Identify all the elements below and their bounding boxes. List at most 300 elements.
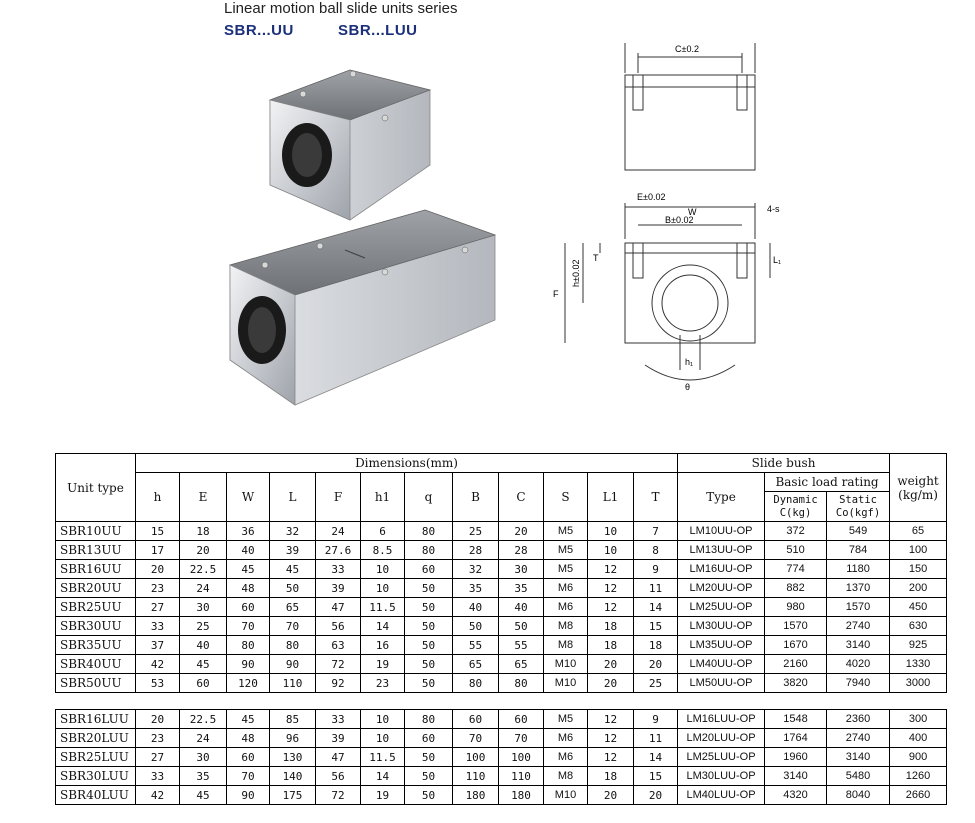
col-header-s: S	[544, 473, 588, 522]
table-cell: 12	[588, 729, 634, 748]
table-row	[56, 655, 947, 674]
table-cell: 28	[499, 541, 544, 560]
table-cell: M8	[544, 636, 588, 655]
table-cell: 2740	[827, 729, 890, 748]
unit-type-cell: SBR25LUU	[56, 748, 136, 767]
table-cell: M6	[544, 748, 588, 767]
table-cell: 48	[227, 729, 270, 748]
table-cell: 24	[180, 579, 227, 598]
l1-dimension-label: L₁	[773, 255, 782, 265]
table-cell: LM25LUU-OP	[678, 748, 765, 767]
table-cell: 1670	[765, 636, 827, 655]
table-cell: M5	[544, 710, 588, 729]
table-cell: 11.5	[361, 748, 405, 767]
table-cell: 130	[270, 748, 316, 767]
weight-header-line1: weight	[897, 473, 939, 488]
col-header-b: B	[453, 473, 499, 522]
table-cell: 882	[765, 579, 827, 598]
short-slide-unit	[270, 70, 430, 220]
unit-type-cell: SBR16LUU	[56, 710, 136, 729]
table-cell: 80	[499, 674, 544, 693]
table-cell: 180	[499, 786, 544, 805]
table-cell: 300	[890, 710, 947, 729]
table-row	[56, 579, 947, 598]
table-cell: 30	[499, 560, 544, 579]
unit-type-cell: SBR16UU	[56, 560, 136, 579]
table-cell: 3820	[765, 674, 827, 693]
specifications-table	[55, 453, 947, 805]
table-cell: 14	[634, 748, 678, 767]
table-cell: 23	[136, 579, 180, 598]
dynamic-header-line2: C(kg)	[779, 506, 812, 519]
table-cell: 50	[270, 579, 316, 598]
table-row	[56, 786, 947, 805]
table-cell: 2160	[765, 655, 827, 674]
s-hole-label: 4-s	[767, 204, 780, 214]
table-cell: 72	[316, 786, 361, 805]
table-cell: 900	[890, 748, 947, 767]
table-cell: 60	[227, 598, 270, 617]
table-cell: 980	[765, 598, 827, 617]
unit-type-cell: SBR13UU	[56, 541, 136, 560]
table-cell: LM13UU-OP	[678, 541, 765, 560]
table-cell: 47	[316, 598, 361, 617]
table-cell: 36	[227, 522, 270, 541]
table-cell: 40	[227, 541, 270, 560]
col-header-h: h	[136, 473, 180, 522]
table-cell: 110	[453, 767, 499, 786]
product-photo	[225, 60, 505, 420]
table-cell: LM16LUU-OP	[678, 710, 765, 729]
table-cell: 50	[405, 786, 453, 805]
long-slide-unit	[230, 210, 495, 405]
unit-type-cell: SBR35UU	[56, 636, 136, 655]
table-cell: 16	[361, 636, 405, 655]
table-cell: 1260	[890, 767, 947, 786]
e-dimension-label: E±0.02	[637, 192, 666, 202]
unit-type-cell: SBR40LUU	[56, 786, 136, 805]
table-cell: LM40UU-OP	[678, 655, 765, 674]
table-cell: LM10UU-OP	[678, 522, 765, 541]
table-cell: M6	[544, 579, 588, 598]
table-cell: 110	[270, 674, 316, 693]
table-cell: 27	[136, 748, 180, 767]
table-cell: 47	[316, 748, 361, 767]
table-cell: 56	[316, 767, 361, 786]
slide-bush-header: Slide bush	[678, 454, 890, 473]
table-cell: M5	[544, 560, 588, 579]
table-row	[56, 748, 947, 767]
table-cell: 30	[180, 748, 227, 767]
table-cell: 372	[765, 522, 827, 541]
table-cell: M8	[544, 767, 588, 786]
table-cell: 1548	[765, 710, 827, 729]
table-cell: 774	[765, 560, 827, 579]
col-header-c: C	[499, 473, 544, 522]
table-cell: M10	[544, 674, 588, 693]
table-row	[56, 729, 947, 748]
table-cell: 1764	[765, 729, 827, 748]
table-cell: 50	[405, 579, 453, 598]
col-header-l: L	[270, 473, 316, 522]
table-cell: 120	[227, 674, 270, 693]
col-header-e: E	[180, 473, 227, 522]
table-cell: 50	[405, 655, 453, 674]
table-cell: 39	[316, 579, 361, 598]
table-cell: 45	[270, 560, 316, 579]
table-cell: 100	[890, 541, 947, 560]
table-cell: 20	[499, 522, 544, 541]
table-cell: 23	[136, 729, 180, 748]
type-header: Type	[678, 473, 765, 522]
table-cell: 5480	[827, 767, 890, 786]
table-row	[56, 710, 947, 729]
table-cell: 20	[634, 786, 678, 805]
table-cell: 1960	[765, 748, 827, 767]
table-cell: 11	[634, 579, 678, 598]
table-cell: 28	[453, 541, 499, 560]
table-cell: 549	[827, 522, 890, 541]
table-cell: 53	[136, 674, 180, 693]
table-cell: 1180	[827, 560, 890, 579]
table-cell: 35	[499, 579, 544, 598]
col-header-f: F	[316, 473, 361, 522]
table-cell: 35	[180, 767, 227, 786]
table-cell: 10	[361, 579, 405, 598]
table-cell: 3140	[827, 636, 890, 655]
table-cell: 14	[361, 767, 405, 786]
col-header-h1: h1	[361, 473, 405, 522]
table-cell: 9	[634, 710, 678, 729]
table-cell: 96	[270, 729, 316, 748]
table-cell: 20	[136, 710, 180, 729]
unit-type-cell: SBR40UU	[56, 655, 136, 674]
table-cell: 40	[180, 636, 227, 655]
table-cell: 80	[405, 541, 453, 560]
table-cell: 8.5	[361, 541, 405, 560]
table-cell: LM50UU-OP	[678, 674, 765, 693]
table-cell: 22.5	[180, 560, 227, 579]
front-view	[565, 203, 770, 380]
unit-type-cell: SBR30LUU	[56, 767, 136, 786]
table-cell: 60	[499, 710, 544, 729]
subtitle-uu: SBR...UU	[224, 22, 294, 39]
theta-angle-label: θ	[685, 382, 691, 392]
table-cell: 39	[270, 541, 316, 560]
subtitle-luu: SBR...LUU	[338, 22, 418, 39]
table-cell: 2660	[890, 786, 947, 805]
table-cell: 50	[405, 767, 453, 786]
table-cell: 20	[180, 541, 227, 560]
table-cell: 6	[361, 522, 405, 541]
table-cell: 925	[890, 636, 947, 655]
table-cell: 45	[227, 560, 270, 579]
table-cell: 35	[453, 579, 499, 598]
table-cell: 60	[405, 729, 453, 748]
table-cell: 60	[405, 560, 453, 579]
table-cell: 20	[634, 655, 678, 674]
table-cell: 63	[316, 636, 361, 655]
table-cell: 110	[499, 767, 544, 786]
table-cell: 42	[136, 655, 180, 674]
table-cell: M8	[544, 617, 588, 636]
table-cell: 65	[453, 655, 499, 674]
table-cell: 12	[588, 748, 634, 767]
table-cell: 70	[227, 767, 270, 786]
table-cell: M6	[544, 729, 588, 748]
luu-series-rows	[56, 710, 947, 805]
table-cell: 20	[588, 655, 634, 674]
table-cell: 70	[453, 729, 499, 748]
table-cell: 14	[361, 617, 405, 636]
table-cell: 60	[453, 710, 499, 729]
table-cell: 4320	[765, 786, 827, 805]
table-cell: 18	[180, 522, 227, 541]
table-cell: 11.5	[361, 598, 405, 617]
weight-header	[890, 454, 947, 522]
table-cell: 19	[361, 786, 405, 805]
table-cell: 50	[453, 617, 499, 636]
static-header	[827, 492, 890, 522]
table-cell: 8	[634, 541, 678, 560]
table-cell: 48	[227, 579, 270, 598]
series-gap	[56, 693, 947, 710]
table-cell: M6	[544, 598, 588, 617]
table-cell: 60	[227, 748, 270, 767]
table-cell: 2740	[827, 617, 890, 636]
table-cell: 100	[453, 748, 499, 767]
dynamic-header	[765, 492, 827, 522]
table-cell: 40	[499, 598, 544, 617]
unit-type-header: Unit type	[56, 454, 136, 522]
table-cell: 85	[270, 710, 316, 729]
uu-series-rows	[56, 522, 947, 693]
table-cell: 90	[270, 655, 316, 674]
table-cell: 80	[270, 636, 316, 655]
table-cell: 37	[136, 636, 180, 655]
h1-dimension-label: h₁	[685, 357, 694, 367]
table-cell: 33	[316, 710, 361, 729]
table-cell: 10	[361, 710, 405, 729]
table-cell: 32	[453, 560, 499, 579]
f-dimension-label: F	[553, 289, 559, 299]
table-cell: 92	[316, 674, 361, 693]
table-cell: 1570	[827, 598, 890, 617]
unit-type-cell: SBR30UU	[56, 617, 136, 636]
w-dimension-label: W	[688, 207, 697, 217]
table-cell: 400	[890, 729, 947, 748]
table-cell: 15	[634, 617, 678, 636]
table-cell: LM25UU-OP	[678, 598, 765, 617]
table-cell: 100	[499, 748, 544, 767]
unit-type-cell: SBR50UU	[56, 674, 136, 693]
dimensions-header: Dimensions(mm)	[136, 454, 678, 473]
table-cell: 1370	[827, 579, 890, 598]
col-header-l1: L1	[588, 473, 634, 522]
table-cell: 50	[499, 617, 544, 636]
table-cell: 50	[405, 598, 453, 617]
col-header-t: T	[634, 473, 678, 522]
table-cell: M10	[544, 655, 588, 674]
table-cell: 18	[588, 636, 634, 655]
table-cell: 15	[136, 522, 180, 541]
table-cell: 9	[634, 560, 678, 579]
table-cell: 7	[634, 522, 678, 541]
table-cell: 18	[634, 636, 678, 655]
table-cell: 42	[136, 786, 180, 805]
table-row	[56, 636, 947, 655]
table-cell: 32	[270, 522, 316, 541]
table-cell: LM35UU-OP	[678, 636, 765, 655]
b-dimension-label: B±0.02	[665, 215, 694, 225]
table-cell: 22.5	[180, 710, 227, 729]
table-cell: 30	[180, 598, 227, 617]
table-cell: 150	[890, 560, 947, 579]
table-cell: 20	[588, 674, 634, 693]
table-cell: 20	[136, 560, 180, 579]
technical-drawing	[545, 35, 795, 405]
table-cell: 3140	[827, 748, 890, 767]
unit-type-cell: SBR25UU	[56, 598, 136, 617]
table-cell: 33	[136, 617, 180, 636]
table-cell: 70	[227, 617, 270, 636]
table-cell: 55	[499, 636, 544, 655]
table-cell: 2360	[827, 710, 890, 729]
table-cell: 200	[890, 579, 947, 598]
table-cell: 24	[180, 729, 227, 748]
table-cell: 55	[453, 636, 499, 655]
table-cell: 1330	[890, 655, 947, 674]
weight-header-line2: (kg/m)	[898, 487, 938, 502]
dynamic-header-line1: Dynamic	[773, 493, 818, 506]
table-cell: 12	[588, 579, 634, 598]
table-cell: 40	[453, 598, 499, 617]
table-cell: 12	[588, 560, 634, 579]
top-view	[625, 43, 755, 170]
table-cell: 18	[588, 617, 634, 636]
table-cell: 65	[270, 598, 316, 617]
table-row	[56, 541, 947, 560]
table-cell: 784	[827, 541, 890, 560]
unit-type-cell: SBR10UU	[56, 522, 136, 541]
table-cell: 24	[316, 522, 361, 541]
table-row	[56, 598, 947, 617]
table-cell: 3000	[890, 674, 947, 693]
table-cell: 18	[588, 767, 634, 786]
table-cell: 14	[634, 598, 678, 617]
basic-load-header: Basic load rating	[765, 473, 890, 492]
table-cell: 7940	[827, 674, 890, 693]
table-cell: 80	[405, 522, 453, 541]
table-cell: LM20LUU-OP	[678, 729, 765, 748]
table-cell: 630	[890, 617, 947, 636]
table-cell: 15	[634, 767, 678, 786]
table-row	[56, 767, 947, 786]
table-cell: 50	[405, 748, 453, 767]
table-cell: 27.6	[316, 541, 361, 560]
table-cell: 33	[316, 560, 361, 579]
table-cell: M5	[544, 541, 588, 560]
t-dimension-label: T	[593, 253, 599, 263]
table-cell: 20	[588, 786, 634, 805]
static-header-line2: Co(kgf)	[835, 506, 881, 519]
page-title: Linear motion ball slide units series	[224, 0, 458, 17]
table-cell: 45	[180, 655, 227, 674]
table-cell: 510	[765, 541, 827, 560]
table-cell: 10	[588, 522, 634, 541]
table-cell: 175	[270, 786, 316, 805]
table-cell: 39	[316, 729, 361, 748]
static-header-line1: Static	[839, 493, 877, 506]
table-cell: 10	[361, 729, 405, 748]
table-cell: 25	[634, 674, 678, 693]
table-cell: 80	[227, 636, 270, 655]
table-cell: 80	[453, 674, 499, 693]
table-cell: 17	[136, 541, 180, 560]
table-cell: 80	[405, 710, 453, 729]
table-cell: 4020	[827, 655, 890, 674]
table-cell: 50	[405, 617, 453, 636]
table-cell: 23	[361, 674, 405, 693]
table-cell: 10	[361, 560, 405, 579]
table-cell: LM16UU-OP	[678, 560, 765, 579]
table-cell: LM20UU-OP	[678, 579, 765, 598]
table-cell: 90	[227, 655, 270, 674]
table-cell: 1570	[765, 617, 827, 636]
table-cell: 140	[270, 767, 316, 786]
table-cell: 60	[180, 674, 227, 693]
table-row	[56, 522, 947, 541]
table-cell: 65	[499, 655, 544, 674]
table-cell: 12	[588, 598, 634, 617]
table-cell: 11	[634, 729, 678, 748]
table-cell: 56	[316, 617, 361, 636]
table-cell: 12	[588, 710, 634, 729]
table-cell: 3140	[765, 767, 827, 786]
table-cell: 50	[405, 636, 453, 655]
table-cell: 25	[180, 617, 227, 636]
col-header-w: W	[227, 473, 270, 522]
table-cell: 8040	[827, 786, 890, 805]
table-cell: LM30UU-OP	[678, 617, 765, 636]
table-cell: M5	[544, 522, 588, 541]
table-cell: 25	[453, 522, 499, 541]
table-cell: 50	[405, 674, 453, 693]
table-cell: 10	[588, 541, 634, 560]
c-dimension-label: C±0.2	[675, 44, 699, 54]
table-row	[56, 674, 947, 693]
table-row	[56, 560, 947, 579]
table-cell: 90	[227, 786, 270, 805]
table-cell: 65	[890, 522, 947, 541]
table-cell: LM30LUU-OP	[678, 767, 765, 786]
table-cell: LM40LUU-OP	[678, 786, 765, 805]
table-cell: 180	[453, 786, 499, 805]
table-cell: 19	[361, 655, 405, 674]
table-cell: 450	[890, 598, 947, 617]
table-cell: M10	[544, 786, 588, 805]
table-cell: 70	[499, 729, 544, 748]
h-dimension-label: h±0.02	[571, 259, 581, 287]
table-cell: 33	[136, 767, 180, 786]
table-cell: 70	[270, 617, 316, 636]
table-cell: 45	[180, 786, 227, 805]
table-cell: 27	[136, 598, 180, 617]
unit-type-cell: SBR20UU	[56, 579, 136, 598]
table-cell: 45	[227, 710, 270, 729]
col-header-q: q	[405, 473, 453, 522]
table-cell: 72	[316, 655, 361, 674]
